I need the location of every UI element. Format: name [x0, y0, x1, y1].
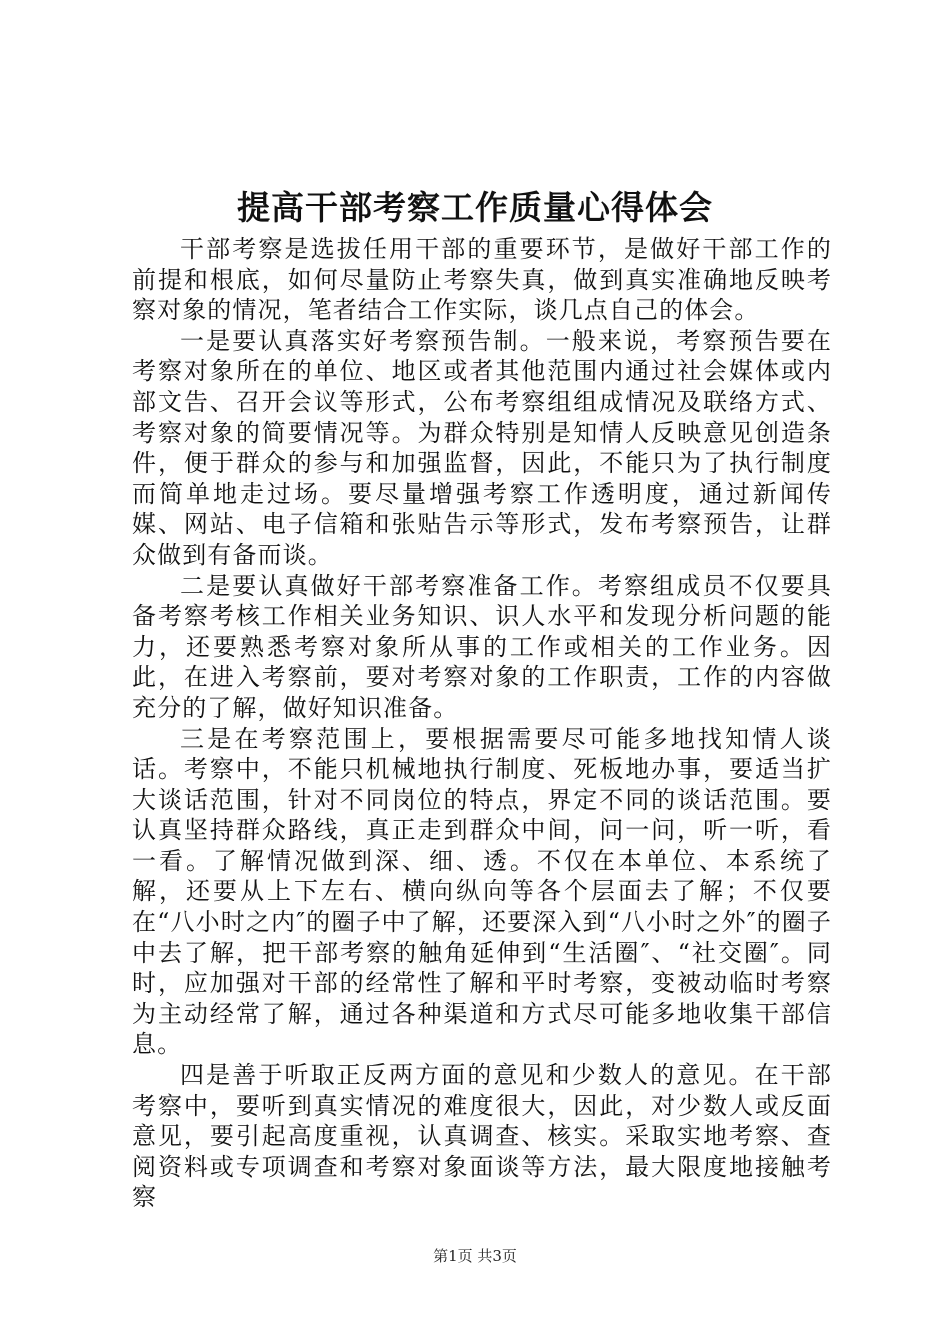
page-number-footer: 第1页 共3页: [433, 1247, 517, 1265]
paragraph-point-one: 一是要认真落实好考察预告制。一般来说，考察预告要在考察对象所在的单位、地区或者其他范围内通过社会媒体或内部文告、召开会议等形式，公布考察组组成情况及联络方式、考察对象的简要情况等。为群众特别是知情人反映意见创造条件，便于群众的参与和加强监督，因此，不能只为了执行制度而简单地走过场。要尽量增强考察工作透明度，通过新闻传媒、网站、电子信箱和张贴告示等形式，发布考察预告，让群众做到有备而谈。: [132, 326, 832, 569]
paragraph-point-two: 二是要认真做好干部考察准备工作。考察组成员不仅要具备考察考核工作相关业务知识、识人水平和发现分析问题的能力，还要熟悉考察对象所从事的工作或相关的工作业务。因此，在进入考察前，要对考察对象的工作职责，工作的内容做充分的了解，做好知识准备。: [132, 571, 832, 722]
paragraph-intro: 干部考察是选拔任用干部的重要环节，是做好干部工作的前提和根底，如何尽量防止考察失真，做到真实准确地反映考察对象的情况，笔者结合工作实际，谈几点自己的体会。: [132, 235, 832, 325]
document-body: [132, 234, 832, 1213]
paragraph-point-four: 四是善于听取正反两方面的意见和少数人的意见。在干部考察中，要听到真实情况的难度很大，因此，对少数人或反面意见，要引起高度重视，认真调查、核实。采取实地考察、查阅资料或专项调查和考察对象面谈等方法，最大限度地接触考察: [132, 1061, 832, 1212]
paragraph-point-three: 三是在考察范围上，要根据需要尽可能多地找知情人谈话。考察中，不能只机械地执行制度、死板地办事，要适当扩大谈话范围，针对不同岗位的特点，界定不同的谈话范围。要认真坚持群众路线，真正走到群众中间，问一问，听一听，看一看。了解情况做到深、细、透。不仅在本单位、本系统了解，还要从上下左右、横向纵向等各个层面去了解；不仅要在“八小时之内″的圈子中了解，还要深入到“八小时之外″的圈子中去了解，把干部考察的触角延伸到“生活圈″、“社交圈″。同时，应加强对干部的经常性了解和平时考察，变被动临时考察为主动经常了解，通过各种渠道和方式尽可能多地收集干部信息。: [132, 724, 832, 1059]
page-title: 提高干部考察工作质量心得体会: [237, 188, 713, 227]
